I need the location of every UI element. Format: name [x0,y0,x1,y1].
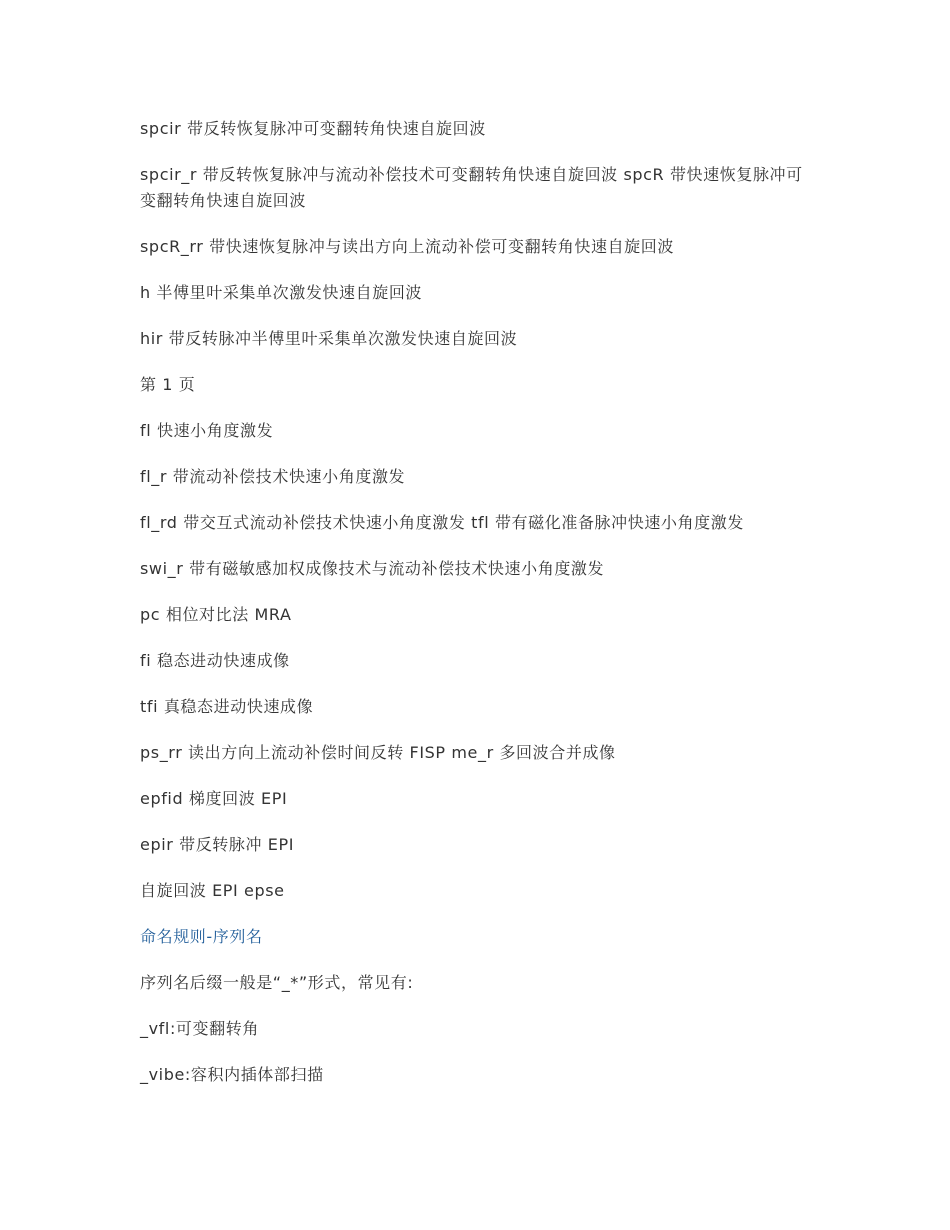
paragraph-vfl: _vfl:可变翻转角 [140,1019,259,1038]
paragraph-epse: 自旋回波 EPI epse [140,881,285,900]
paragraph-swi-r: swi_r 带有磁敏感加权成像技术与流动补偿技术快速小角度激发 [140,559,605,578]
paragraph-h: h 半傅里叶采集单次激发快速自旋回波 [140,283,423,302]
paragraph-epfid: epfid 梯度回波 EPI [140,789,288,808]
paragraph-spcir-r: spcir_r 带反转恢复脉冲与流动补偿技术可变翻转角快速自旋回波 spcR 带快速恢复脉冲可变翻转角快速自旋回波 [140,165,803,210]
paragraph-spcir: spcir 带反转恢复脉冲可变翻转角快速自旋回波 [140,119,486,138]
paragraph-epir: epir 带反转脉冲 EPI [140,835,295,854]
paragraph-fi: fi 稳态进动快速成像 [140,651,290,670]
paragraph-tfi: tfi 真稳态进动快速成像 [140,697,314,716]
page-number: 第 1 页 [140,375,196,394]
document-page [140,116,810,1108]
paragraph-spcr-rr: spcR_rr 带快速恢复脉冲与读出方向上流动补偿可变翻转角快速自旋回波 [140,237,674,256]
paragraph-fl: fl 快速小角度激发 [140,421,274,440]
paragraph-hir: hir 带反转脉冲半傅里叶采集单次激发快速自旋回波 [140,329,518,348]
paragraph-fl-r: fl_r 带流动补偿技术快速小角度激发 [140,467,406,486]
paragraph-fl-rd: fl_rd 带交互式流动补偿技术快速小角度激发 tfl 带有磁化准备脉冲快速小角度激发 [140,513,744,532]
paragraph-suffix-intro: 序列名后缀一般是“_*”形式，常见有: [140,973,414,992]
section-heading: 命名规则-序列名 [140,927,263,946]
paragraph-pc: pc 相位对比法 MRA [140,605,292,624]
paragraph-vibe: _vibe:容积内插体部扫描 [140,1065,324,1084]
paragraph-ps-rr: ps_rr 读出方向上流动补偿时间反转 FISP me_r 多回波合并成像 [140,743,616,762]
